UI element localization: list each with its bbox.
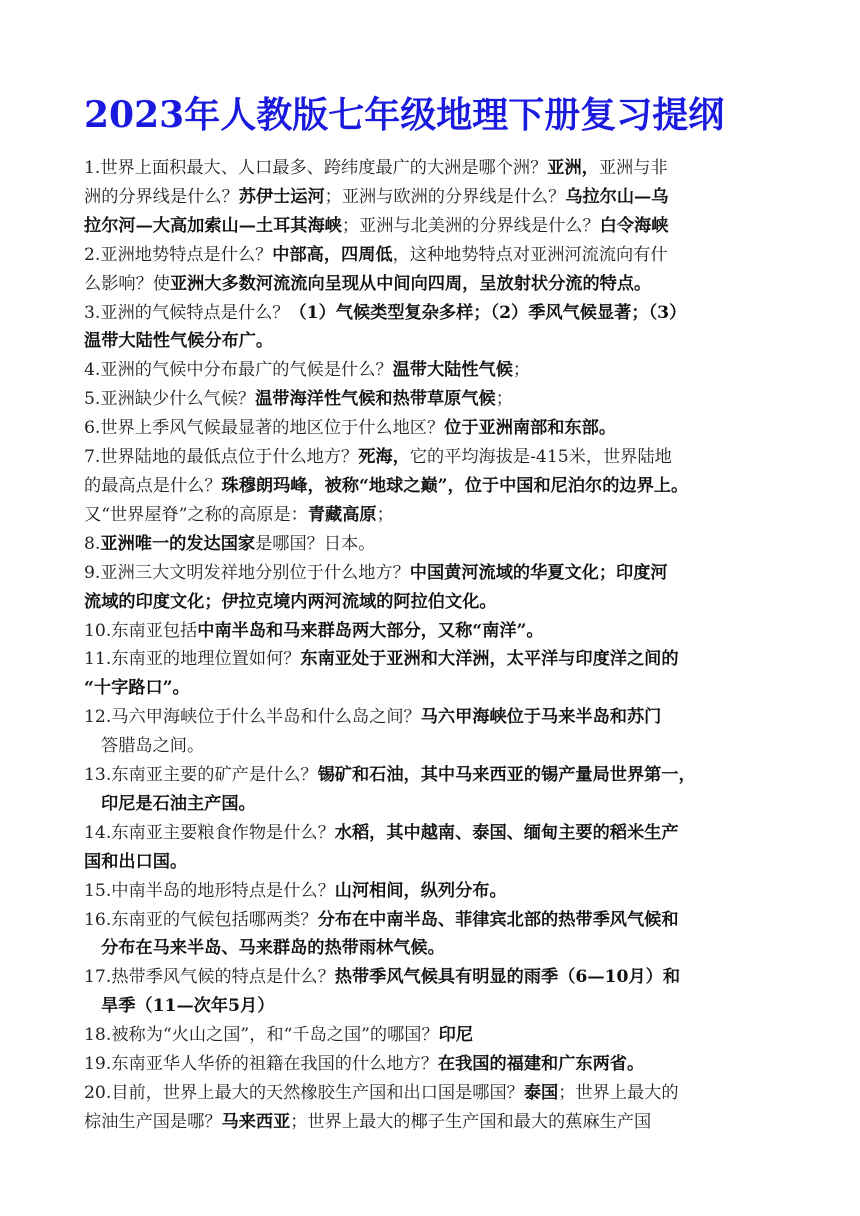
- question-item: [84, 1021, 784, 1050]
- question-item: [84, 385, 784, 414]
- answer-text: 亚洲大多数河流流向呈现从中间向四周，呈放射状分流的特点。: [169, 273, 652, 294]
- answer-text: 珠穆朗玛峰，被称“地球之巅”，位于中国和尼泊尔的边界上。: [221, 475, 689, 496]
- question-item: [84, 819, 784, 877]
- question-text: 17.热带季风气候的特点是什么？: [84, 967, 335, 988]
- text-line: [84, 934, 784, 963]
- answer-text: 国和出口国。: [84, 851, 188, 872]
- question-text: ；世界上最大的椰子生产国和最大的蕉麻生产国: [290, 1111, 652, 1132]
- text-line: [84, 385, 784, 414]
- text-line: [84, 617, 784, 646]
- answer-text: 印尼是石油主产国。: [101, 793, 256, 814]
- answer-text: 亚洲唯一的发达国家: [100, 533, 256, 554]
- question-text: 19.东南亚华人华侨的祖籍在我国的什么地方？: [84, 1054, 438, 1075]
- question-text: 20.目前，世界上最大的天然橡胶生产国和出口国是哪国？: [84, 1083, 524, 1103]
- text-line: [84, 472, 784, 501]
- answer-text: 山河相间，纵列分布。: [334, 880, 507, 901]
- question-text: 8.: [84, 533, 101, 554]
- question-text: 5.亚洲缺少什么气候？: [84, 389, 256, 410]
- question-item: [84, 617, 784, 646]
- text-line: [84, 703, 784, 732]
- question-text: 7.世界陆地的最低点位于什么地方？: [84, 447, 359, 468]
- answer-text: 中国黄河流域的华夏文化；印度河: [409, 562, 668, 583]
- document-page: [84, 92, 784, 1137]
- answer-text: 马来西亚: [221, 1111, 291, 1132]
- question-item: [84, 414, 784, 443]
- text-line: [84, 501, 784, 530]
- answer-text: 青藏高原: [307, 504, 377, 525]
- answer-text: “十字路口”。: [84, 678, 190, 699]
- text-line: [84, 848, 784, 877]
- text-line: [84, 1021, 784, 1050]
- text-line: [84, 790, 784, 819]
- text-line: [84, 906, 784, 935]
- text-line: [84, 963, 784, 992]
- question-text: 6.世界上季风气候最显著的地区位于什么地区？: [84, 418, 445, 439]
- answer-text: 中南半岛和马来群岛两大部分，又称“南洋”。: [197, 620, 544, 641]
- question-item: [84, 241, 784, 299]
- question-text: ，这种地势特点对亚洲河流流向有什: [392, 244, 668, 265]
- document-title: 2023年人教版七年级地理下册复习提纲: [84, 94, 725, 136]
- question-text: ；: [495, 389, 513, 410]
- answer-text: 马六甲海峡位于马来半岛和苏门: [420, 707, 662, 728]
- answer-text: 旱季（11—次年5月）: [101, 996, 275, 1017]
- text-line: [84, 443, 784, 472]
- question-text: ；亚洲与北美洲的分界线是什么？: [341, 215, 600, 236]
- text-line: [84, 270, 784, 299]
- answer-text: 印尼: [438, 1025, 474, 1046]
- answer-text: 分布在中南半岛、菲律宾北部的热带季风气候和: [317, 909, 679, 930]
- answer-text: 乌拉尔山—乌: [565, 186, 669, 207]
- answer-text: （1）气候类型复杂多样；（2）季风气候显著；（3）: [289, 302, 687, 323]
- question-text: ；: [512, 360, 531, 381]
- answer-text: 位于亚洲南部和东部。: [444, 418, 617, 439]
- answer-text: 东南亚处于亚洲和大洋洲，太平洋与印度洋之间的: [300, 649, 679, 670]
- question-text: 9.亚洲三大文明发祥地分别位于什么地方？: [84, 562, 410, 583]
- answer-text: 在我国的福建和广东两省。: [437, 1054, 645, 1075]
- question-item: [84, 1050, 784, 1079]
- answer-text: 死海，: [358, 447, 410, 468]
- question-item: [84, 703, 784, 761]
- text-line: [84, 154, 784, 183]
- question-text: 2.亚洲地势特点是什么？: [84, 244, 273, 265]
- answer-text: 流域的印度文化；伊拉克境内两河流域的阿拉伯文化。: [84, 591, 497, 612]
- question-item: [84, 1079, 784, 1137]
- question-text: 3.亚洲的气候特点是什么？: [84, 302, 290, 323]
- question-text: 亚洲与非: [598, 158, 668, 178]
- text-line: [84, 819, 784, 848]
- text-line: [84, 559, 784, 588]
- text-line: [84, 588, 784, 617]
- text-line: [84, 530, 784, 559]
- answer-text: 苏伊士运河: [238, 186, 325, 207]
- question-item: [84, 877, 784, 906]
- question-text: ；世界上最大的: [558, 1083, 679, 1103]
- question-text: 11.东南亚的地理位置如何？: [84, 649, 301, 670]
- answer-text: 亚洲，: [547, 158, 599, 178]
- answer-text: 拉尔河—大高加索山—土耳其海峡: [84, 215, 342, 236]
- question-item: [84, 963, 784, 1021]
- text-line: [84, 674, 784, 703]
- text-line: [84, 732, 784, 761]
- question-item: [84, 559, 784, 617]
- question-item: [84, 761, 784, 819]
- text-line: [84, 1108, 784, 1137]
- question-text: 12.马六甲海峡位于什么半岛和什么岛之间？: [84, 707, 421, 728]
- question-text: 洲的分界线是什么？: [84, 186, 239, 207]
- question-item: [84, 906, 784, 964]
- text-line: [84, 1079, 784, 1108]
- answer-text: 温带大陆性气候: [392, 360, 513, 381]
- question-list: [84, 154, 784, 1137]
- answer-text: 锡矿和石油，其中马来西亚的锡产量局世界第一，: [317, 765, 696, 786]
- question-text: 的最高点是什么？: [84, 475, 222, 496]
- question-text: 是哪国？日本。: [255, 533, 376, 554]
- question-text: 18.被称为“火山之国”，和“千岛之国”的哪国？: [84, 1025, 439, 1046]
- text-line: [84, 645, 784, 674]
- text-line: [84, 414, 784, 443]
- question-text: 15.中南半岛的地形特点是什么？: [84, 880, 335, 901]
- text-line: [84, 327, 784, 356]
- question-text: 14.东南亚主要粮食作物是什么？: [84, 822, 335, 843]
- question-text: 棕油生产国是哪？: [84, 1111, 222, 1132]
- question-item: [84, 530, 784, 559]
- text-line: [84, 992, 784, 1021]
- question-item: [84, 299, 784, 357]
- text-line: [84, 183, 784, 212]
- answer-text: 水稻，其中越南、泰国、缅甸主要的稻米生产: [334, 822, 679, 843]
- question-text: ；: [376, 504, 394, 525]
- text-line: [84, 877, 784, 906]
- text-line: [84, 1050, 784, 1079]
- answer-text: 白令海峡: [599, 215, 669, 236]
- answer-text: 热带季风气候具有明显的雨季（6—10月）和: [334, 967, 681, 988]
- question-text: ；亚洲与欧洲的分界线是什么？: [324, 186, 566, 207]
- question-item: [84, 443, 784, 530]
- answer-text: 泰国: [523, 1083, 559, 1103]
- answer-text: 分布在马来半岛、马来群岛的热带雨林气候。: [101, 938, 445, 959]
- question-text: 10.东南亚包括: [84, 620, 198, 641]
- question-text: 它的平均海拔是-415米，世界陆地: [409, 447, 672, 468]
- text-line: [84, 212, 784, 241]
- question-text: 13.东南亚主要的矿产是什么？: [84, 765, 318, 786]
- answer-text: 中部高，四周低: [272, 244, 393, 265]
- question-item: [84, 645, 784, 703]
- question-text: 么影响？使: [84, 273, 170, 294]
- text-line: [84, 299, 784, 328]
- text-line: [84, 241, 784, 270]
- question-text: 答腊岛之间。: [101, 736, 205, 757]
- question-text: 又“世界屋脊”之称的高原是：: [84, 504, 308, 525]
- question-item: [84, 356, 784, 385]
- question-text: 1.世界上面积最大、人口最多、跨纬度最广的大洲是哪个洲？: [84, 158, 548, 178]
- question-item: [84, 154, 784, 241]
- answer-text: 温带海洋性气候和热带草原气候: [255, 389, 496, 410]
- question-text: 16.东南亚的气候包括哪两类？: [84, 909, 318, 930]
- text-line: [84, 761, 784, 790]
- question-text: 4.亚洲的气候中分布最广的气候是什么？: [84, 360, 393, 381]
- answer-text: 温带大陆性气候分布广。: [84, 331, 274, 352]
- text-line: [84, 356, 784, 385]
